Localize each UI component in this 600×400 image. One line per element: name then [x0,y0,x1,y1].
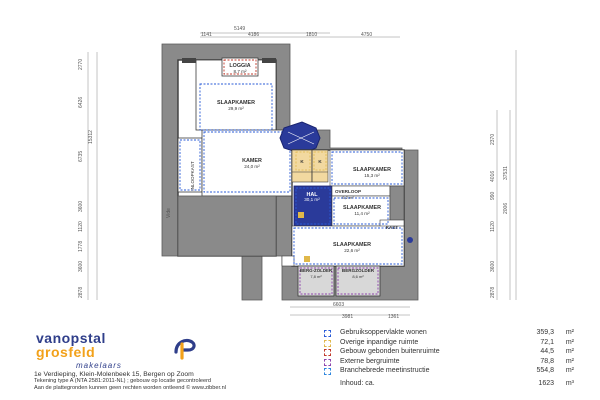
room-bergzolder-1-area: 7,8 m² [310,274,322,279]
legend-unit: m² [565,338,574,346]
legend-row [322,348,584,358]
legend-label: Overige inpandige ruimte [340,338,419,346]
room-inloopkast-name: INLOOPKAST [190,161,195,191]
legend-value: 359,3 [536,329,554,336]
legend-label: Branchebrede meetinstructie [340,367,430,375]
room-kamer-name: KAMER [242,158,262,164]
legend-row [322,339,584,349]
dim-bottom-total: 6603 [333,302,345,308]
legend-total-value: 1623 [538,379,554,387]
room-k2-name: K [318,159,322,164]
legend-row [322,367,584,377]
footer-drawing-type: Tekening type A (NTA 2581:2011-NL) ; gebouw op locatie gecontroleerd [34,378,212,385]
dim-bottom-2: 1361 [388,314,400,320]
dim-right-7: 3600 [490,260,496,272]
room-slaapkamer-1-name: SLAAPKAMER [216,100,256,106]
legend-value: 72,1 [540,338,554,346]
legend-value: 44,5 [540,348,554,356]
room-loggia-area: 8,7 m² [233,69,247,74]
legend-total-row [322,380,584,390]
legend-total-unit: m³ [565,379,574,387]
legend-swatch-purple [324,359,331,366]
legend-unit: m² [565,348,574,356]
logo-line-1: vanopstal [36,330,106,346]
legend-swatch-yellow [324,340,331,347]
dim-left-4: 3600 [78,200,84,212]
sp-logo-icon [172,334,198,360]
room-slaapkamer-1-area: 29,9 m² [228,106,244,111]
legend-label: Gebruiksoppervlakte wonen [340,329,427,336]
room-slaapkamer-2-area: 15,3 m² [364,173,380,178]
dim-right-4: 990 [490,191,496,200]
room-kamer-area: 24,0 m² [244,164,260,169]
legend-unit: m² [565,367,574,375]
left-dimensions [88,52,97,300]
room-k1-name: K [300,159,304,164]
dim-left-7: 3600 [78,260,84,272]
logo-line-3: makelaars [76,361,122,370]
left-wing [178,58,292,256]
dim-top-4: 4750 [361,32,373,38]
room-slaapkamer-3-name: SLAAPKAMER [342,205,382,211]
dim-left-5: 1120 [78,221,84,232]
legend-total-label: Inhoud: ca. [340,379,375,387]
dim-top-total: 5149 [234,26,246,32]
dim-left-6: 1778 [78,240,84,252]
room-loggia-name: LOGGIA [229,63,251,69]
legend-label: Externe bergruimte [340,357,400,365]
room-overloop-area: 5,2 m² [342,195,354,200]
side-label-vide: Vide [166,208,172,218]
dim-top-3: 1810 [306,32,318,38]
dim-bottom-1: 3981 [342,314,354,320]
dim-right-8: 2878 [490,286,496,298]
room-bergzolder-2-name: BERGZOLDER [341,268,375,273]
footer-disclaimer: Aan de plattegronden kunnen geen rechten worden ontleend © www.zibber.nl [34,384,226,391]
legend-value: 78,8 [540,357,554,365]
logo-line-2: grosfeld [36,344,96,360]
room-bergzolder-2-area: 8,6 m² [352,274,364,279]
room-hal-area: 30,1 m² [304,197,320,202]
plan-footer [34,372,226,391]
legend-unit: m² [565,357,574,365]
footer-address: 1e Verdieping, Klein-Molenbeek 15, Bergen op Zoom [34,371,194,378]
legend-row [322,358,584,368]
room-kast-name: KAST [385,225,399,230]
dim-left-2: 6426 [78,96,84,108]
dim-right-1: 2370 [490,133,496,145]
company-logo [36,331,122,370]
area-legend [322,329,584,390]
legend-swatch-red [324,349,331,356]
dim-right-3: 37531 [503,166,509,180]
dim-left-1: 2770 [78,58,84,70]
room-hal-name: HAL [306,192,318,198]
room-slaapkamer-2-name: SLAAPKAMER [352,167,392,173]
dim-left-8: 2878 [78,286,84,298]
dim-right-6: 1120 [490,221,496,232]
room-overloop-name: OVERLOOP [334,189,362,194]
dim-top-1: 1141 [201,32,212,38]
legend-label: Gebouw gebonden buitenruimte [340,348,440,356]
room-slaapkamer-4-name: SLAAPKAMER [332,242,372,248]
dim-top-2: 4186 [248,32,260,38]
dim-left-3: 6735 [78,150,84,162]
room-slaapkamer-3-area: 11,4 m² [354,211,370,216]
dim-right-2: 4016 [490,170,496,182]
room-bergzolder-1-name: BERG-ZOLDER [299,268,333,273]
legend-swatch-blue [324,330,331,337]
dim-right-5: 2006 [503,202,509,214]
room-slaapkamer-4-area: 22,6 m² [344,248,360,253]
dim-left-total: 15312 [88,130,94,144]
legend-value: 554,8 [536,367,554,375]
legend-row [322,329,584,339]
legend-unit: m² [565,329,574,336]
legend-swatch-lightblue [324,368,331,375]
